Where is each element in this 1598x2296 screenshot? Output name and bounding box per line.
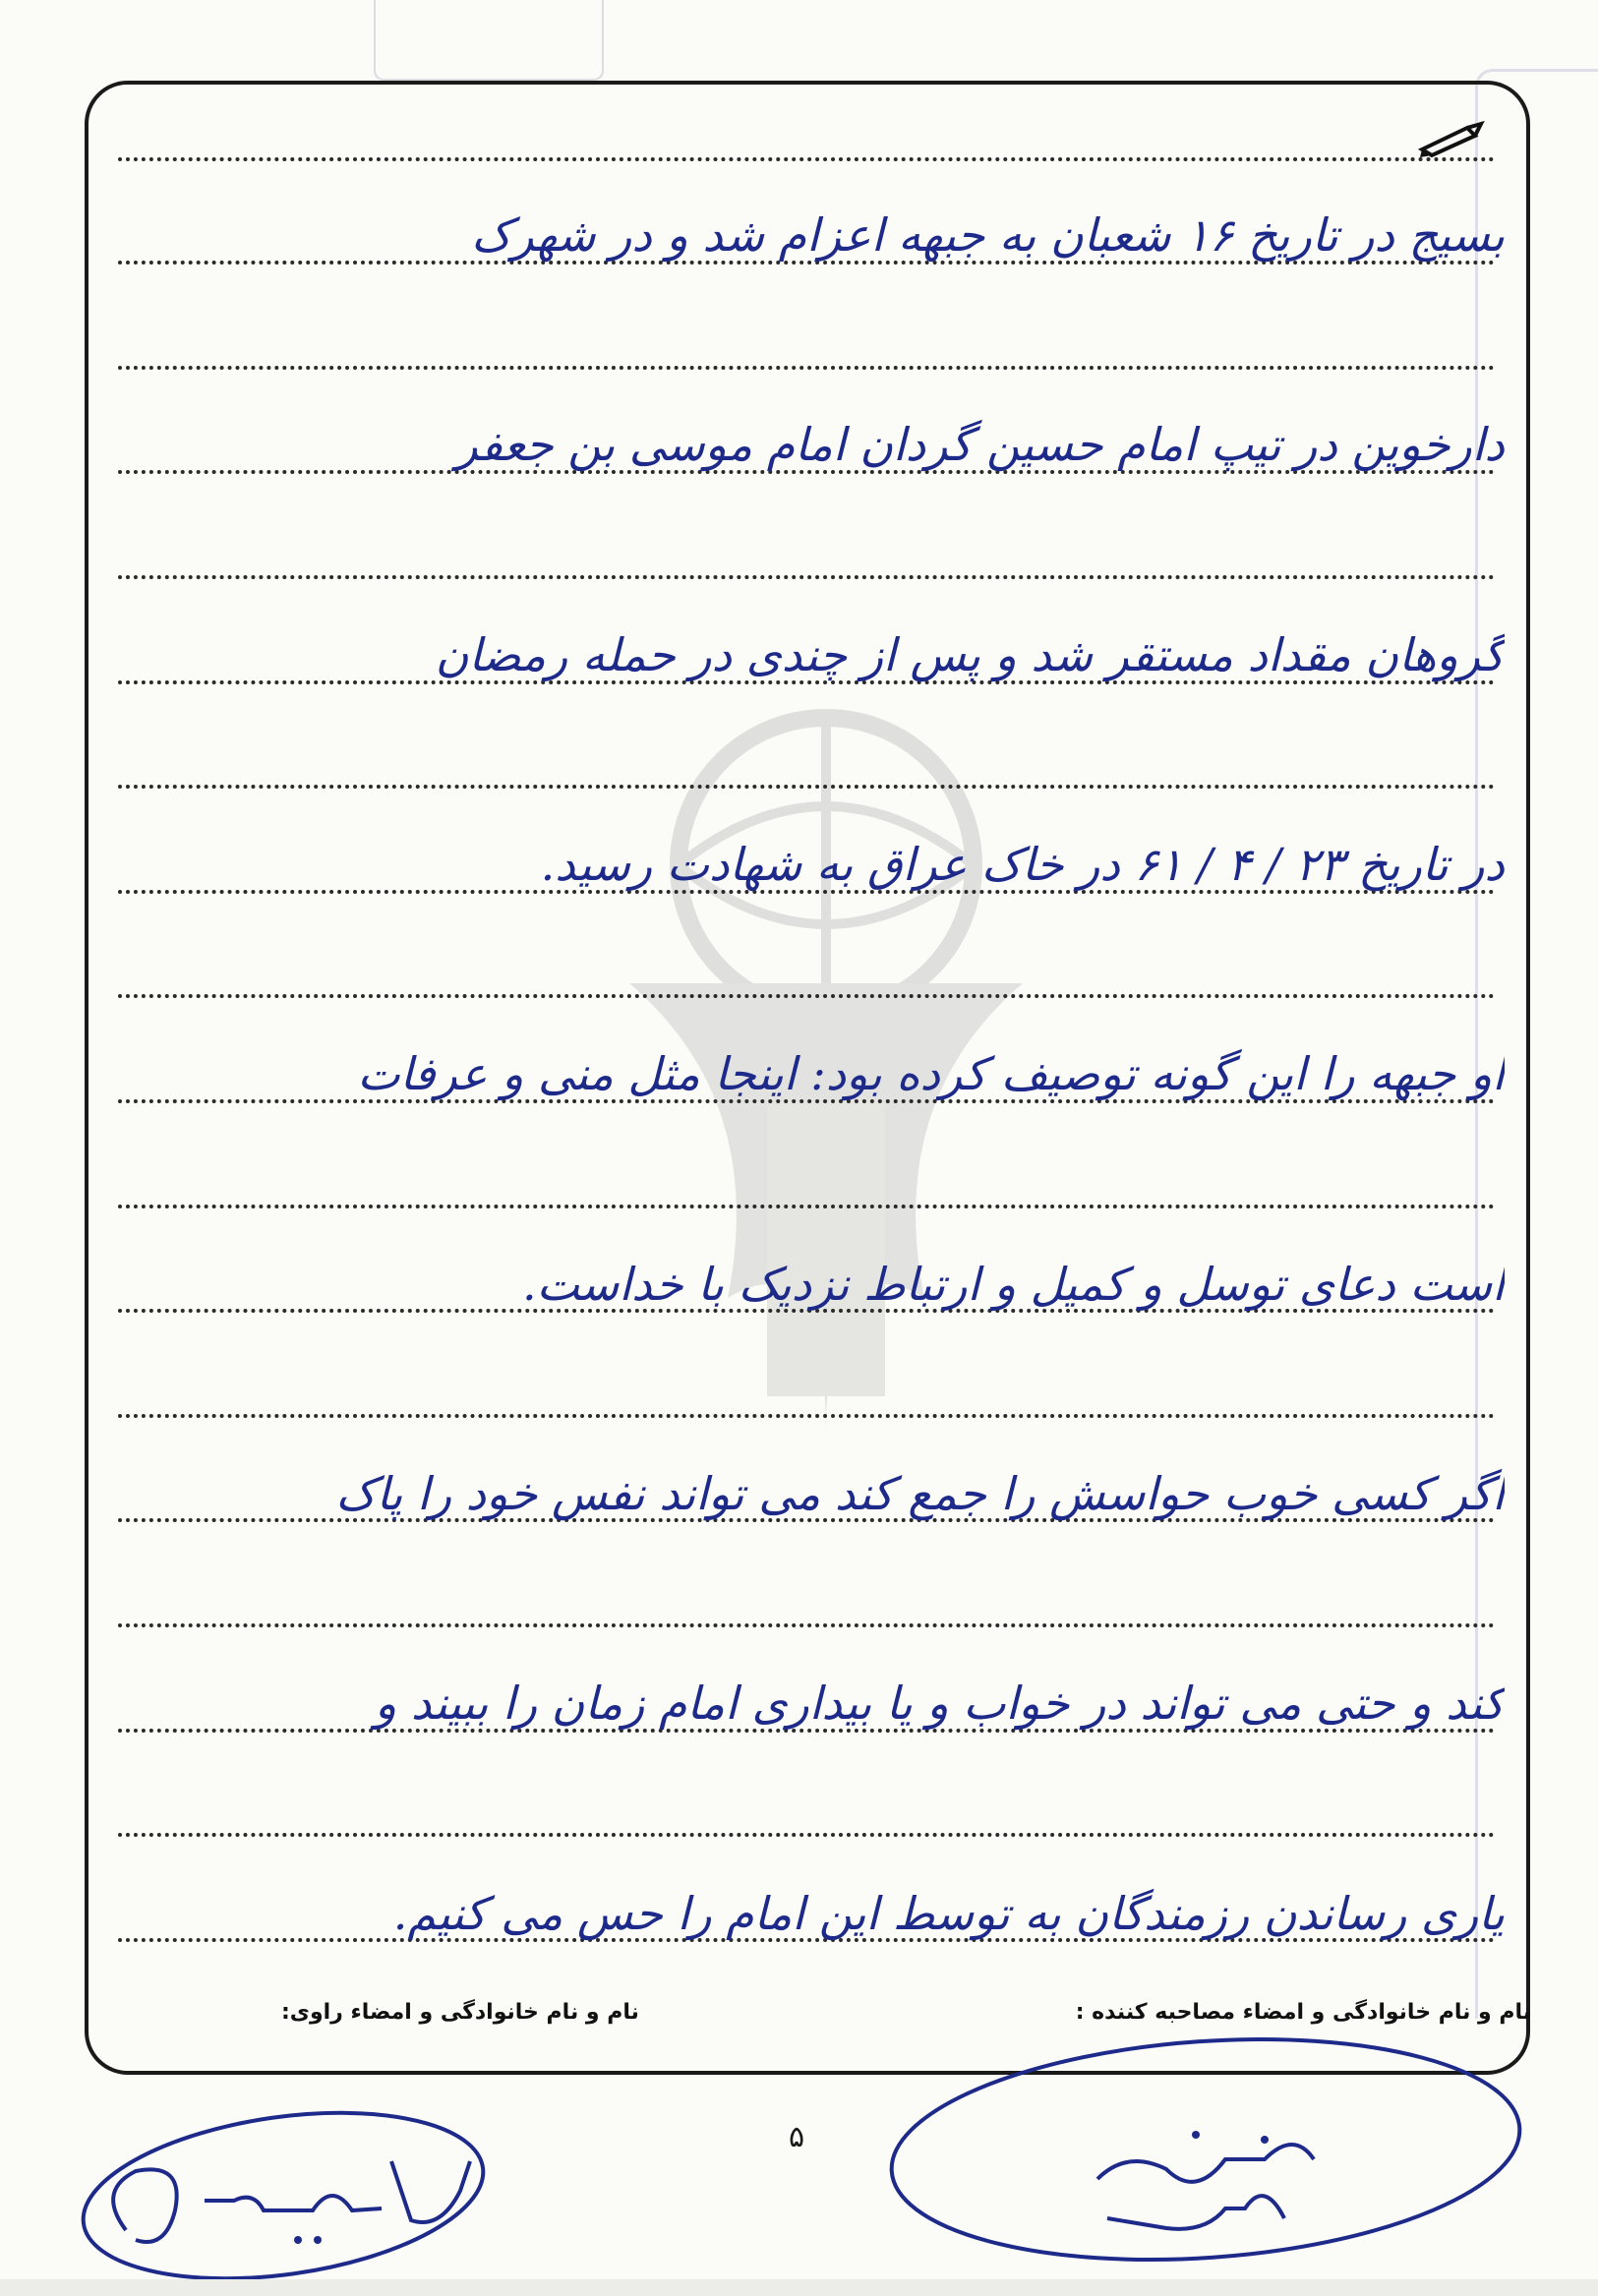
ruled-line: [118, 575, 1495, 579]
scan-edge: [0, 2279, 1598, 2296]
handwritten-line: دارخوین در تیپ امام حسین گردان امام موسی بن جعفر: [455, 418, 1505, 471]
ruled-line: [118, 1205, 1495, 1208]
interviewer-signature: [871, 2031, 1540, 2287]
handwritten-line: اگر کسی خوب حواسش را جمع کند می تواند نفس خود را پاک: [335, 1467, 1505, 1520]
ruled-line: [118, 1833, 1495, 1837]
ruled-line: [118, 157, 1495, 161]
handwritten-line: گروهان مقداد مستقر شد و پس از چندی در حمله رمضان: [435, 628, 1505, 681]
handwritten-line: کند و حتی می تواند در خواب و یا بیداری امام زمان را ببیند و: [375, 1677, 1505, 1730]
narrator-signature-label: نام و نام خانوادگی و امضاء راوی:: [281, 2000, 639, 2025]
ruled-line: [118, 1414, 1495, 1418]
pen-icon: [1418, 120, 1487, 159]
page-number: ۵: [788, 2120, 805, 2154]
handwritten-line: یاری رساندن رزمندگان به توسط این امام را حس می کنیم.: [392, 1887, 1505, 1940]
narrator-signature: [57, 2092, 529, 2289]
ruled-line: [118, 785, 1495, 789]
ruled-line: [118, 994, 1495, 998]
handwritten-line: او جبهه را این گونه توصیف کرده بود: اینجا مثل منی و عرفات: [357, 1047, 1505, 1100]
ruled-line: [118, 1623, 1495, 1627]
interviewer-signature-label: نام و نام خانوادگی و امضاء مصاحبه کننده :: [1075, 2000, 1531, 2025]
handwritten-line: بسیج در تاریخ ۱۶ شعبان به جبهه اعزام شد و در شهرک: [471, 208, 1505, 262]
bleedthrough-stamp: [374, 0, 604, 81]
ruled-line: [118, 366, 1495, 370]
handwritten-line: است دعای توسل و کمیل و ارتباط نزدیک با خداست.: [521, 1258, 1505, 1311]
handwritten-line: در تاریخ ۲۳ / ۴ / ۶۱ در خاک عراق به شهادت رسید.: [540, 838, 1505, 891]
